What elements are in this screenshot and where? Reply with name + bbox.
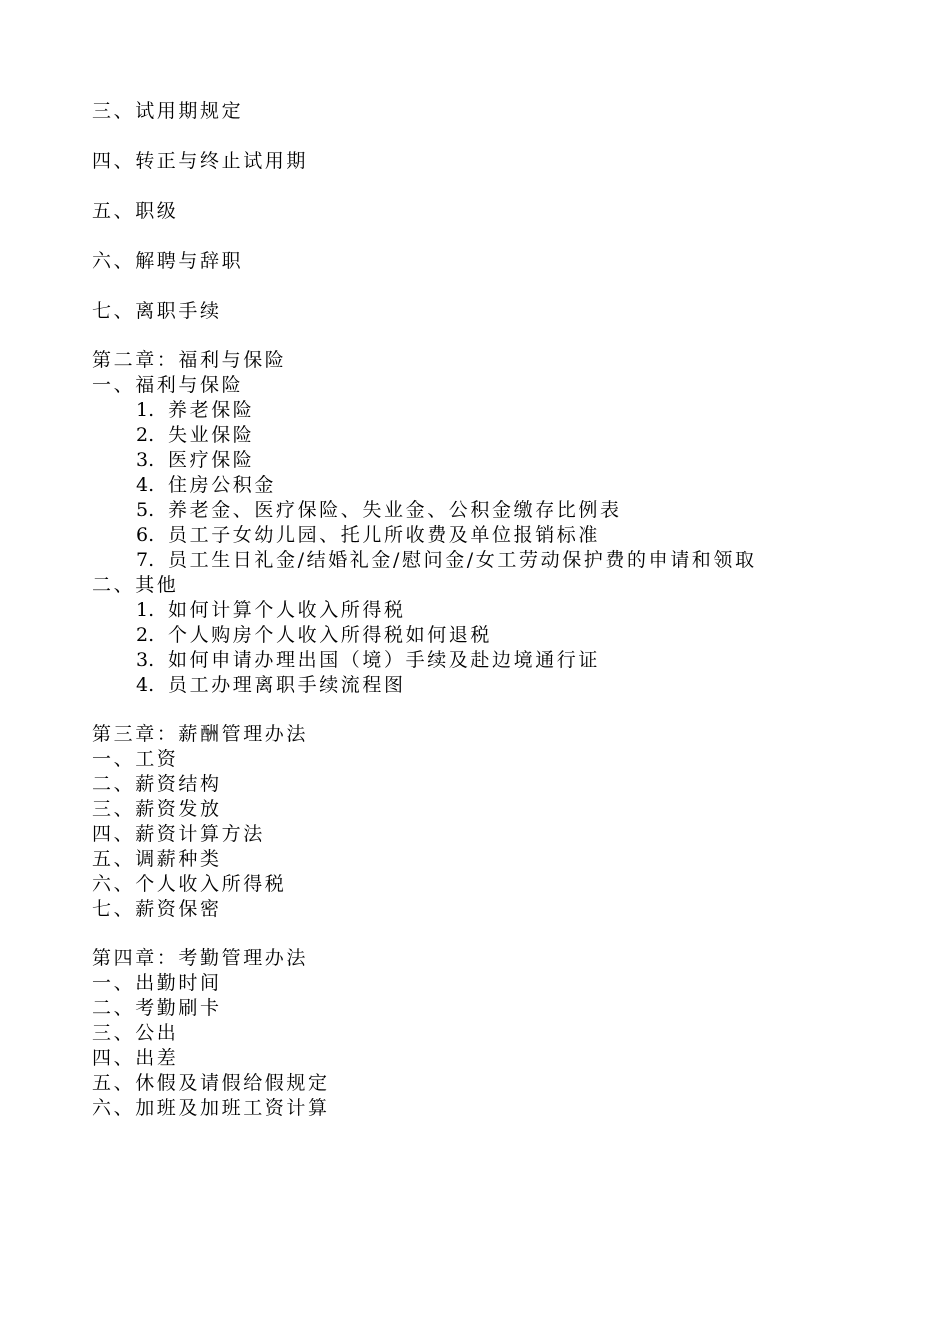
item-number: 1. [136, 399, 155, 421]
section-heading: 一、福利与保险 [92, 374, 244, 396]
item-number: 5. [136, 499, 155, 521]
item-number: 7. [136, 549, 155, 571]
toc-item: 三、薪资发放 [92, 798, 222, 820]
list-item [136, 423, 254, 448]
item-number: 4. [136, 674, 155, 696]
toc-item: 四、转正与终止试用期 [92, 150, 309, 172]
list-item [136, 498, 622, 523]
toc-item: 三、公出 [92, 1022, 179, 1044]
chapter-title: 第三章：薪酬管理办法 [92, 723, 309, 745]
item-text: 员工生日礼金/结婚礼金/慰问金/女工劳动保护费的申请和领取 [168, 549, 757, 571]
toc-item: 六、个人收入所得税 [92, 873, 287, 895]
item-text: 员工子女幼儿园、托儿所收费及单位报销标准 [168, 524, 601, 546]
item-number: 3. [136, 649, 155, 671]
item-number: 4. [136, 474, 155, 496]
chapter-title: 第二章：福利与保险 [92, 349, 287, 371]
list-item [136, 648, 600, 673]
toc-item: 七、离职手续 [92, 300, 222, 322]
item-text: 失业保险 [168, 424, 255, 446]
toc-item: 五、调薪种类 [92, 848, 222, 870]
item-text: 个人购房个人收入所得税如何退税 [168, 624, 493, 646]
item-text: 如何申请办理出国（境）手续及赴边境通行证 [168, 649, 601, 671]
toc-item: 五、职级 [92, 200, 179, 222]
toc-item: 五、休假及请假给假规定 [92, 1072, 330, 1094]
toc-item: 七、薪资保密 [92, 898, 222, 920]
chapter-title: 第四章：考勤管理办法 [92, 947, 309, 969]
item-text: 养老保险 [168, 399, 255, 421]
item-text: 住房公积金 [168, 474, 277, 496]
item-number: 6. [136, 524, 155, 546]
item-number: 3. [136, 449, 155, 471]
item-number: 1. [136, 599, 155, 621]
item-text: 员工办理离职手续流程图 [168, 674, 406, 696]
toc-item: 三、试用期规定 [92, 100, 244, 122]
item-number: 2. [136, 424, 155, 446]
list-item [136, 548, 757, 573]
item-text: 如何计算个人收入所得税 [168, 599, 406, 621]
toc-item: 四、薪资计算方法 [92, 823, 265, 845]
list-item [136, 448, 254, 473]
toc-item: 六、解聘与辞职 [92, 250, 244, 272]
toc-item: 二、薪资结构 [92, 773, 222, 795]
list-item [136, 673, 406, 698]
toc-item: 一、出勤时间 [92, 972, 222, 994]
toc-item: 二、考勤刷卡 [92, 997, 222, 1019]
list-item [136, 623, 492, 648]
section-heading: 二、其他 [92, 574, 179, 596]
toc-item: 四、出差 [92, 1047, 179, 1069]
list-item [136, 398, 254, 423]
toc-item: 一、工资 [92, 748, 179, 770]
list-item [136, 598, 406, 623]
item-text: 养老金、医疗保险、失业金、公积金缴存比例表 [168, 499, 622, 521]
list-item [136, 523, 600, 548]
item-number: 2. [136, 624, 155, 646]
toc-item: 六、加班及加班工资计算 [92, 1097, 330, 1119]
list-item [136, 473, 276, 498]
item-text: 医疗保险 [168, 449, 255, 471]
